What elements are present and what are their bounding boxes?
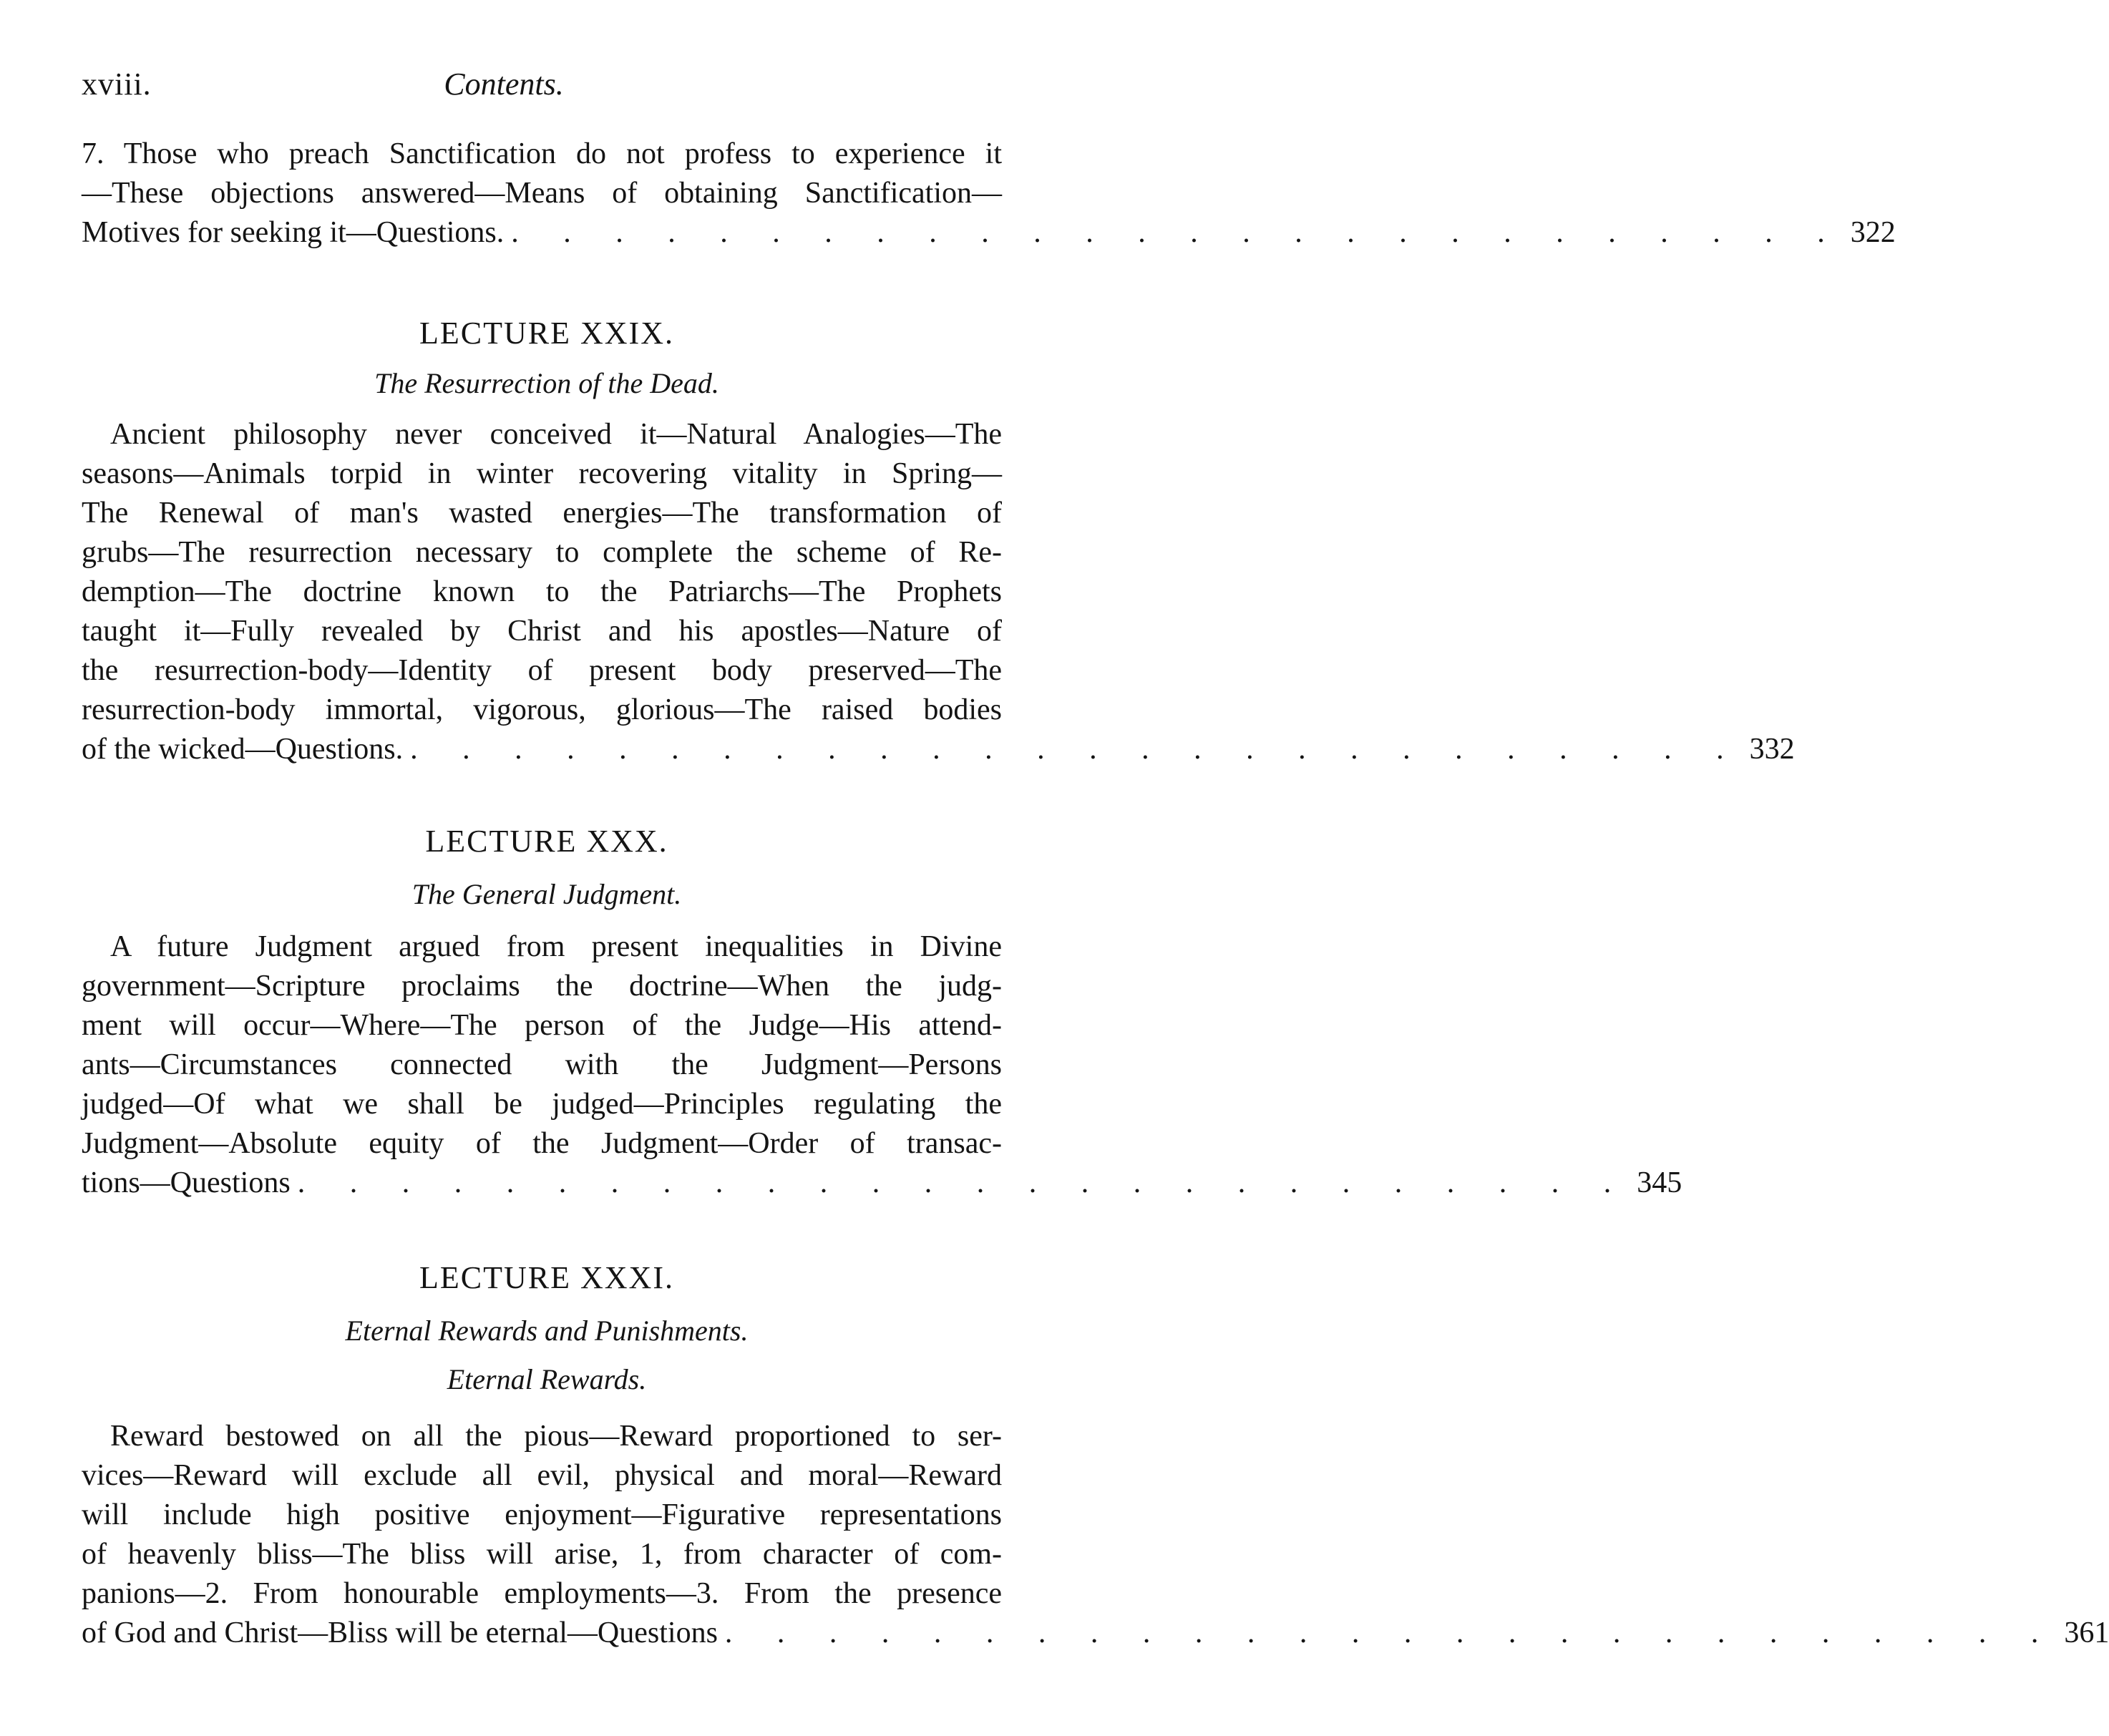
summary-line: A future Judgment argued from present inequalities in Divine: [110, 930, 1002, 963]
summary-last-text: tions—Questions: [82, 1166, 291, 1199]
lecture-heading: LECTURE XXXI.: [419, 1260, 674, 1295]
lecture-subtitle: Eternal Rewards and Punishments.: [345, 1315, 749, 1347]
leader-dots: . . . . . . . . . . . . . . . . . . . . . . . . . .: [724, 1616, 2057, 1649]
page-number: 345: [1637, 1166, 1682, 1199]
page-folio: xviii.: [82, 67, 152, 102]
leader-dots: . . . . . . . . . . . . . . . . . . . . . . . . . .: [297, 1166, 1630, 1199]
lecture-summary: [82, 927, 1682, 1203]
lecture-summary: [82, 415, 1795, 769]
summary-line: taught it—Fully revealed by Christ and his apostles—Nature of: [82, 615, 1002, 648]
summary-last-line: [82, 1164, 1682, 1203]
summary-line: the resurrection-body—Identity of present body preserved—The: [82, 654, 1002, 687]
lecture-subtitle-2: Eternal Rewards.: [447, 1363, 647, 1395]
summary-line: Reward bestowed on all the pious—Reward proportioned to ser-: [110, 1420, 1002, 1453]
lecture-heading: LECTURE XXX.: [425, 824, 668, 859]
summary-last-line: [82, 1614, 2109, 1653]
summary-line: vices—Reward will exclude all evil, physical and moral—Reward: [82, 1459, 1002, 1492]
summary-line: panions—2. From honourable employments—3. From the presence: [82, 1577, 1002, 1610]
summary-line: The Renewal of man's wasted energies—The transformation of: [82, 497, 1002, 530]
page-number: 332: [1749, 733, 1795, 766]
lecture-heading: LECTURE XXIX.: [419, 316, 674, 351]
summary-line: government—Scripture proclaims the doctrine—When the judg-: [82, 970, 1002, 1003]
summary-last-line: [82, 730, 1795, 769]
summary-line: ants—Circumstances connected with the Judgment—Persons: [82, 1048, 1002, 1081]
summary-line: seasons—Animals torpid in winter recovering vitality in Spring—: [82, 457, 1002, 490]
running-title: Contents.: [444, 67, 564, 102]
page-number: 322: [1850, 216, 1896, 249]
summary-line: ment will occur—Where—The person of the Judge—His attend-: [82, 1009, 1002, 1042]
entry-last-text: Motives for seeking it—Questions.: [82, 216, 505, 249]
summary-line: resurrection-body immortal, vigorous, glorious—The raised bodies: [82, 693, 1002, 726]
summary-line: Judgment—Absolute equity of the Judgment—Order of transac-: [82, 1127, 1002, 1160]
summary-line: judged—Of what we shall be judged—Principles regulating the: [82, 1088, 1002, 1121]
entry-line: —These objections answered—Means of obtaining Sanctification—: [82, 177, 1002, 210]
summary-last-text: of the wicked—Questions.: [82, 733, 404, 766]
entry-last-line: [82, 213, 1896, 253]
page-number: 361: [2064, 1616, 2109, 1649]
lecture-subtitle: The General Judgment.: [411, 878, 682, 910]
contents-entry-7: [82, 135, 1896, 253]
lecture-summary: [82, 1417, 2109, 1653]
leader-dots: . . . . . . . . . . . . . . . . . . . . . . . . . .: [511, 216, 1843, 249]
leader-dots: . . . . . . . . . . . . . . . . . . . . . . . . . .: [410, 733, 1743, 766]
summary-line: grubs—The resurrection necessary to complete the scheme of Re-: [82, 536, 1002, 569]
summary-line: of heavenly bliss—The bliss will arise, 1, from character of com-: [82, 1538, 1002, 1571]
summary-line: will include high positive enjoyment—Figurative representations: [82, 1498, 1002, 1531]
summary-last-text: of God and Christ—Bliss will be eternal—Questions: [82, 1616, 718, 1649]
summary-line: demption—The doctrine known to the Patriarchs—The Prophets: [82, 575, 1002, 608]
entry-line: 7. Those who preach Sanctification do not profess to experience it: [82, 137, 1002, 170]
lecture-subtitle: The Resurrection of the Dead.: [374, 367, 719, 399]
summary-line: Ancient philosophy never conceived it—Natural Analogies—The: [110, 418, 1002, 451]
